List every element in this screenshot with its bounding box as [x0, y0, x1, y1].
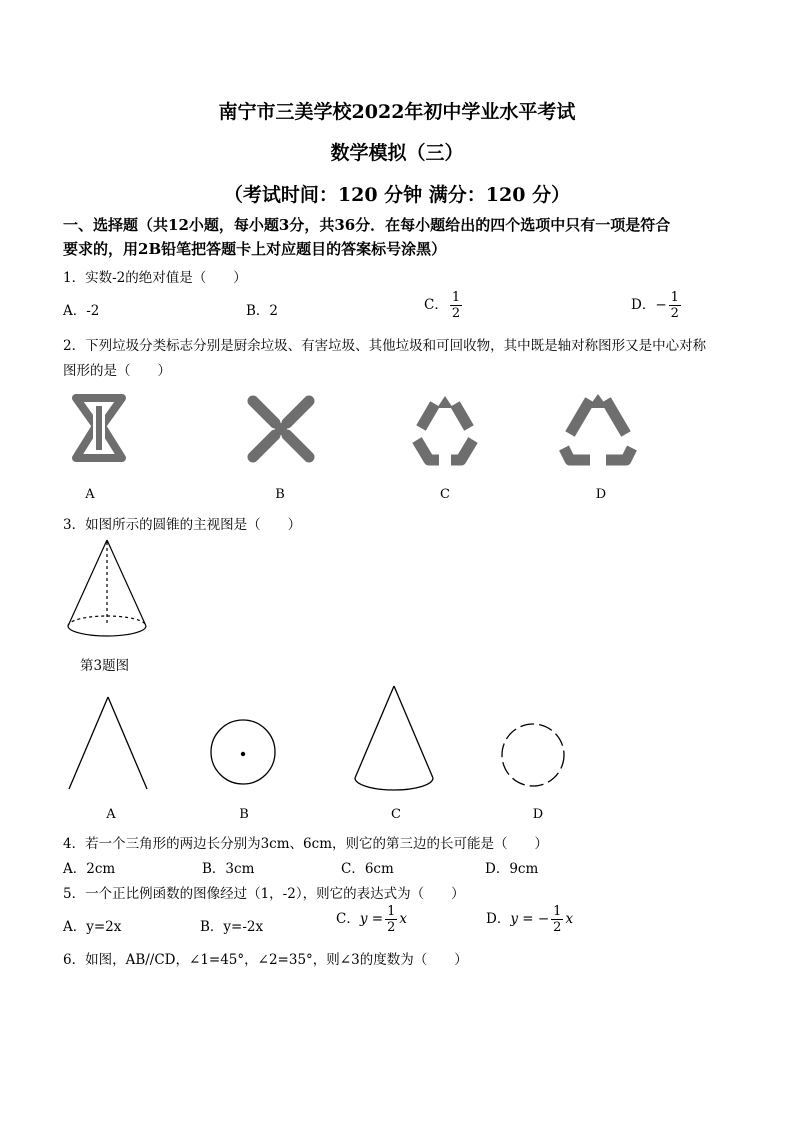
q5-option-d-lhs: y = −: [510, 911, 550, 927]
fraction-numerator: 1: [387, 904, 396, 919]
fraction-numerator: 1: [553, 904, 562, 919]
q4-option-b: B．3cm: [202, 861, 255, 877]
section-heading-line2: 要求的，用2B铅笔把答题卡上对应题目的答案标号涂黑）: [63, 240, 447, 258]
q2-label-a: A: [85, 487, 95, 502]
q1-option-d-fraction: [669, 290, 681, 321]
q2-label-d: D: [595, 487, 607, 502]
fraction-denominator: 2: [387, 920, 396, 935]
q1-option-d-prefix: D．: [631, 297, 656, 313]
q4-option-c: C．6cm: [341, 861, 394, 877]
q3-option-a-figure: [66, 695, 150, 793]
q5-option-d: [486, 904, 573, 935]
q3-label-a: A: [106, 807, 116, 822]
q5-option-c-lhs: y =: [359, 911, 384, 927]
q5-option-d-prefix: D．: [486, 911, 511, 927]
q3-option-d-figure: [500, 721, 566, 789]
q3-label-b: B: [239, 807, 249, 822]
exam-time-and-score: （考试时间：120 分钟 满分：120 分）: [223, 184, 571, 206]
q1-option-d: [631, 290, 683, 321]
q1-option-c-fraction: [450, 290, 462, 321]
q2-label-b: B: [275, 487, 285, 502]
q3-label-d: D: [532, 807, 544, 822]
fraction-denominator: 2: [451, 306, 461, 321]
q5-option-a: A．y=2x: [63, 919, 122, 935]
q2-label-c: C: [440, 487, 450, 502]
exam-title: 南宁市三美学校2022年初中学业水平考试: [218, 101, 576, 123]
q5-option-c: [336, 904, 407, 935]
fraction-numerator: 1: [451, 290, 461, 305]
q6-stem: 6．如图，AB//CD，∠1=45°，∠2=35°，则∠3的度数为（ ）: [63, 952, 468, 968]
q1-option-c-prefix: C．: [424, 297, 448, 313]
q3-label-c: C: [391, 807, 401, 822]
exam-subtitle: 数学模拟（三）: [330, 142, 464, 164]
hazardous-waste-icon: [245, 393, 317, 465]
q5-option-d-fraction: [551, 904, 563, 935]
section-heading-line1: 一、选择题（共12小题，每小题3分，共36分．在每小题给出的四个选项中只有一项是符合: [63, 216, 671, 234]
other-waste-icon: [407, 392, 483, 470]
fraction-numerator: 1: [670, 290, 679, 305]
minus-sign: −: [655, 297, 667, 313]
q3-option-b-figure: [208, 717, 278, 787]
kitchen-waste-icon: [68, 392, 130, 464]
q1-option-c: [424, 290, 464, 321]
q1-option-a: A．-2: [63, 303, 100, 319]
fraction-denominator: 2: [553, 920, 562, 935]
q4-option-a: A．2cm: [63, 861, 116, 877]
q1-stem: 1．实数-2的绝对值是（ ）: [63, 270, 247, 286]
q4-option-d: D．9cm: [485, 861, 539, 877]
fraction-denominator: 2: [670, 306, 679, 321]
cone-figure: [64, 538, 150, 640]
q2-stem-line1: 2．下列垃圾分类标志分别是厨余垃圾、有害垃圾、其他垃圾和可回收物，其中既是轴对称图形又是中心对称: [63, 338, 707, 354]
q5-option-c-prefix: C．: [336, 911, 360, 927]
q4-stem: 4．若一个三角形的两边长分别为3cm、6cm，则它的第三边的长可能是（ ）: [63, 836, 548, 852]
q5-option-b: B．y=-2x: [200, 919, 264, 935]
q3-figure-caption: 第3题图: [80, 658, 130, 674]
q5-option-d-variable: x: [565, 911, 574, 927]
q1-option-b: B．2: [246, 303, 279, 319]
recyclable-icon: [556, 390, 640, 468]
q3-option-c-figure: [351, 684, 437, 794]
q3-stem: 3．如图所示的圆锥的主视图是（ ）: [63, 517, 302, 533]
q5-stem: 5．一个正比例函数的图像经过（1，-2），则它的表达式为（ ）: [63, 886, 465, 902]
q5-option-c-variable: x: [399, 911, 407, 927]
q2-stem-line2: 图形的是（ ）: [63, 363, 171, 379]
q5-option-c-fraction: [385, 904, 397, 935]
